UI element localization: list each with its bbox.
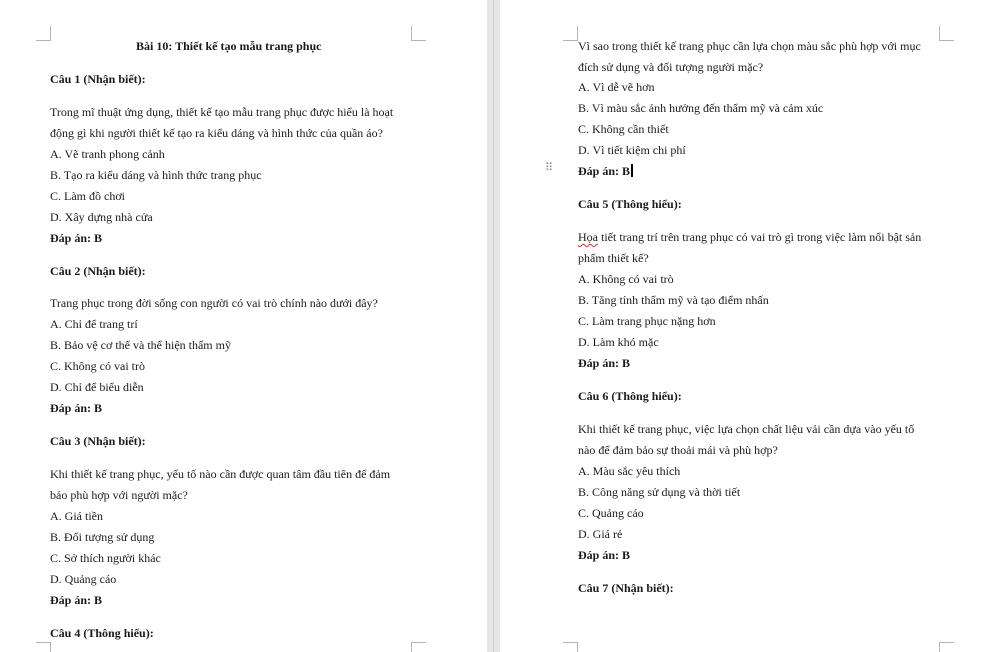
document-page-left[interactable] [0,0,487,652]
question-text: Trong mĩ thuật ứng dụng, thiết kế tạo mẫu trang phục được hiểu là hoạt [50,105,394,119]
correct-answer: Đáp án: B [50,401,103,415]
answer-option: D. Chỉ để biểu diễn [50,380,144,394]
crop-mark-top-right [939,26,954,41]
correct-answer: Đáp án: B [50,231,103,245]
answer-option: B. Tạo ra kiểu dáng và hình thức trang phục [50,168,262,182]
answer-option: D. Quảng cáo [50,572,117,586]
question-heading: Câu 4 (Thông hiểu): [50,626,154,640]
crop-mark-top-right [411,26,426,41]
answer-option: D. Vì tiết kiệm chi phí [578,143,686,157]
answer-option: D. Xây dựng nhà cửa [50,210,153,224]
question-heading: Câu 2 (Nhận biết): [50,264,146,278]
question-heading: Câu 6 (Thông hiểu): [578,389,682,403]
correct-answer: Đáp án: B [50,593,103,607]
crop-mark-bottom-left [563,642,578,652]
correct-answer-text: Đáp án: B [578,164,631,178]
question-text: Khi thiết kế trang phục, việc lựa chọn chất liệu vải cần dựa vào yếu tố [578,422,915,436]
answer-option: C. Làm đồ chơi [50,189,125,203]
crop-mark-bottom-left [36,642,51,652]
question-text: Vì sao trong thiết kế trang phục cần lựa chọn màu sắc phù hợp với mục [578,39,921,53]
question-text: phẩm thiết kế? [578,251,649,265]
spellcheck-flagged-word[interactable]: Họa [578,230,598,244]
answer-option: C. Làm trang phục nặng hơn [578,314,716,328]
crop-mark-bottom-right [939,642,954,652]
answer-option: A. Màu sắc yêu thích [578,464,681,478]
answer-option: B. Đối tượng sử dụng [50,530,155,544]
question-text: động gì khi người thiết kế tạo ra kiểu dáng và hình thức của quần áo? [50,126,383,140]
answer-option: B. Vì màu sắc ảnh hưởng đến thẩm mỹ và cảm xúc [578,101,824,115]
answer-option: D. Làm khó mặc [578,335,659,349]
document-page-right[interactable] [500,0,1000,652]
correct-answer: Đáp án: B [578,356,631,370]
answer-option: B. Bảo vệ cơ thể và thể hiện thẩm mỹ [50,338,231,352]
answer-option: D. Giá rẻ [578,527,623,541]
crop-mark-bottom-right [411,642,426,652]
answer-option: A. Vì dễ vẽ hơn [578,80,655,94]
answer-option: C. Không có vai trò [50,359,145,373]
answer-option: C. Quảng cáo [578,506,644,520]
correct-answer: Đáp án: B [578,548,631,562]
question-text: bảo phù hợp với người mặc? [50,488,188,502]
answer-option: A. Vẽ tranh phong cảnh [50,147,165,161]
question-text: Khi thiết kế trang phục, yếu tố nào cần được quan tâm đầu tiên để đảm [50,467,391,481]
question-text [578,230,921,244]
answer-option: C. Không cần thiết [578,122,669,136]
question-text: nào để đảm bảo sự thoải mái và phù hợp? [578,443,778,457]
question-heading: Câu 3 (Nhận biết): [50,434,146,448]
question-text: Trang phục trong đời sống con người có vai trò chính nào dưới đây? [50,296,378,310]
crop-mark-top-left [563,26,578,41]
page-divider [493,0,494,652]
question-text: đích sử dụng và đối tượng người mặc? [578,60,764,74]
answer-option: B. Tăng tính thẩm mỹ và tạo điểm nhấn [578,293,769,307]
answer-option: A. Không có vai trò [578,272,674,286]
document-title: Bài 10: Thiết kế tạo mẫu trang phục [136,39,322,53]
question-text-rest: tiết trang trí trên trang phục có vai trò gì trong việc làm nổi bật sản [598,230,922,244]
text-cursor [631,164,633,177]
question-heading: Câu 7 (Nhận biết): [578,581,674,595]
question-heading: Câu 1 (Nhận biết): [50,72,146,86]
correct-answer[interactable] [578,164,633,178]
drag-handle-icon[interactable]: ⠿ [545,161,554,174]
question-heading: Câu 5 (Thông hiểu): [578,197,682,211]
crop-mark-top-left [36,26,51,41]
answer-option: A. Chỉ để trang trí [50,317,138,331]
answer-option: B. Công năng sử dụng và thời tiết [578,485,741,499]
answer-option: A. Giá tiền [50,509,103,523]
answer-option: C. Sở thích người khác [50,551,161,565]
